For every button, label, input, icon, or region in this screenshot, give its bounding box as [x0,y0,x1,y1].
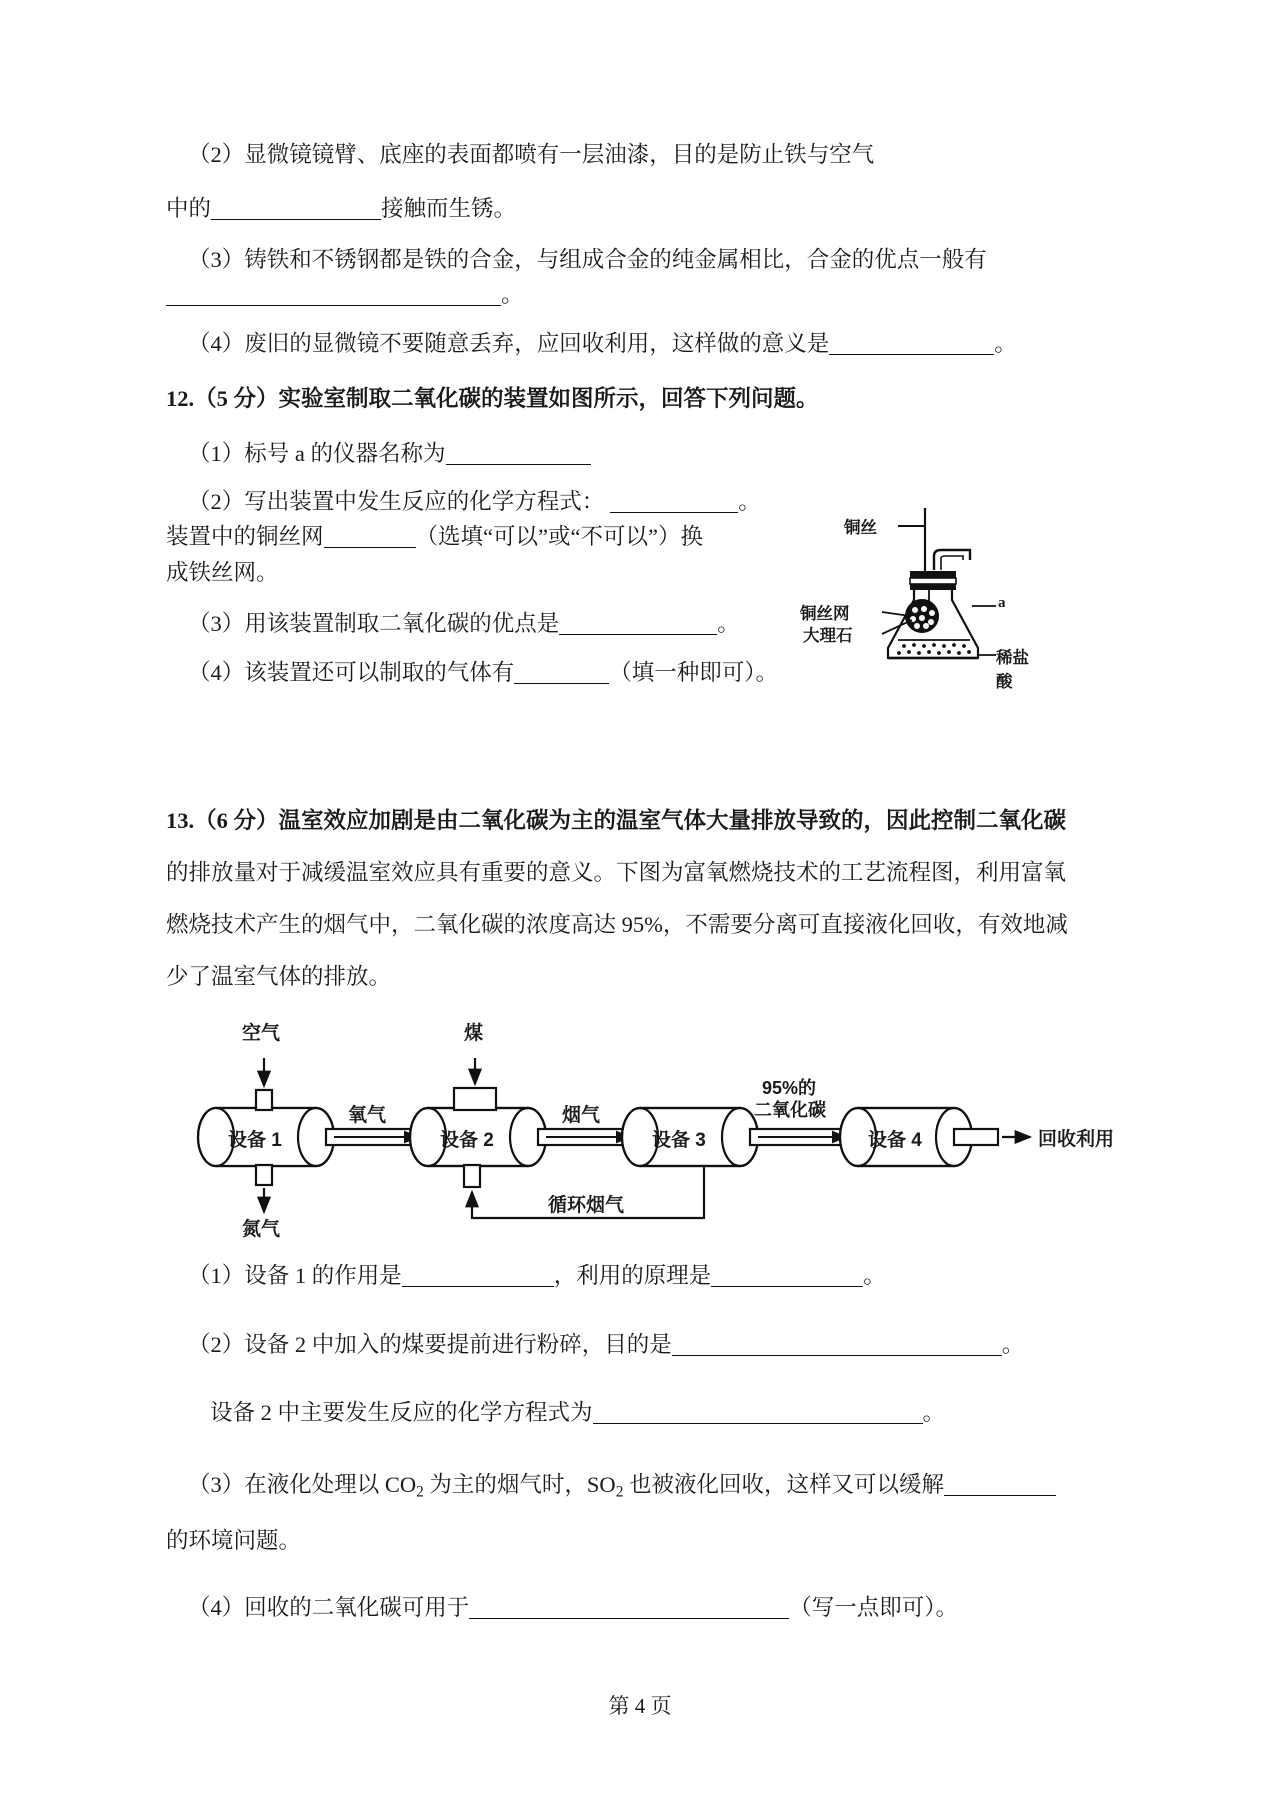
label-dilute-acid: 稀盐酸 [996,649,1029,691]
flow-stream-co2-pct: 95%的 [762,1078,817,1098]
q13-2-blank-a[interactable] [672,1335,1002,1356]
q12-3-suffix: 。 [717,611,740,636]
q13-4-suffix: （写一点即可）。 [789,1595,959,1620]
q12-2-line3-text: 成铁丝网。 [166,560,279,585]
q11-4-prefix: （4）废旧的显微镜不要随意丢弃，应回收利用，这样做的意义是 [188,331,830,356]
q11-3-line1-text: （3）铸铁和不锈钢都是铁的合金，与组成合金的纯金属相比，合金的优点一般有 [188,247,987,272]
q13-2-prefix: （2）设备 2 中加入的煤要提前进行粉碎，目的是 [188,1332,672,1357]
q13-stem-line1-text: 13.（6 分）温室效应加剧是由二氧化碳为主的温室气体大量排放导致的，因此控制二氧化碳 [166,808,1067,833]
q13-2-suffix: 。 [1001,1332,1025,1357]
q12-1 [188,436,591,468]
label-device-letter-a: a [998,595,1006,611]
q12-2-line2-suffix: （选填“可以”或“不可以”）换 [415,524,703,549]
flow-device-4-label: 设备 4 [868,1130,922,1151]
q11-2-line2 [166,191,516,223]
page-footer [0,1690,1280,1720]
q11-3-line2 [166,277,524,309]
flow-label-coal: 煤 [464,1023,484,1044]
q12-4-suffix: （填一种即可）。 [609,660,779,685]
flow-output-recycle-use: 回收利用 [1038,1129,1115,1150]
q12-2-suffix: 。 [738,489,761,514]
q13-3-line2 [166,1523,301,1555]
q11-4-blank[interactable] [829,334,994,355]
q13-stem-line3-text: 燃烧技术产生的烟气中，二氧化碳的浓度高达 95%，不需要分离可直接液化回收，有效地减 [166,912,1068,937]
q12-3 [188,606,740,638]
q12-3-prefix: （3）用该装置制取二氧化碳的优点是 [188,611,560,636]
q12-4 [188,655,778,687]
q13-stem-line4-text: 少了温室气体的排放。 [166,964,392,989]
q13-3-seg-c: 也被液化回收，这样又可以缓解 [623,1472,944,1497]
q11-2-blank[interactable] [211,199,381,220]
q12-2-prefix: （2）写出装置中发生反应的化学方程式： [188,489,605,514]
q12-2-line1 [188,484,761,516]
q13-2-line2 [210,1395,945,1427]
q12-1-blank[interactable] [446,444,591,465]
q13-3-seg-b: 为主的烟气时，SO [423,1472,616,1497]
q12-2-blank-b[interactable] [324,527,416,548]
q12-3-blank[interactable] [559,614,717,635]
q11-2-line1-text: （2）显微镜镜臂、底座的表面都喷有一层油漆，目的是防止铁与空气 [188,142,875,167]
q13-3-line1 [188,1467,1056,1501]
q11-4-suffix: 。 [994,331,1017,356]
q13-stem-line2-text: 的排放量对于减缓温室效应具有重要的意义。下图为富氧燃烧技术的工艺流程图，利用富氧 [166,860,1067,885]
q13-4 [188,1590,958,1622]
q13-2-blank-b[interactable] [593,1403,923,1424]
flow-stream-oxygen: 氧气 [348,1105,387,1126]
q12-2-line2 [166,519,703,551]
q13-3-sub-so2: 2 [615,1483,624,1501]
q13-4-blank[interactable] [469,1598,789,1619]
flow-device-3-label: 设备 3 [652,1130,706,1151]
q12-1-prefix: （1）标号 a 的仪器名称为 [188,441,446,466]
q13-2-line1 [188,1327,1024,1359]
q13-3-sub-co2: 2 [416,1483,424,1501]
q13-stem-line2 [166,855,1066,887]
q11-3-suffix: 。 [501,282,524,307]
page-number-label: 第 4 页 [608,1694,672,1718]
q12-4-prefix: （4）该装置还可以制取的气体有 [188,660,515,685]
q12-stem-text: 12.（5 分）实验室制取二氧化碳的装置如图所示，回答下列问题。 [166,386,819,411]
label-copper-mesh: 铜丝网 [800,605,850,623]
q11-4-line1 [188,326,1017,358]
q13-1-prefix: （1）设备 1 的作用是 [188,1263,402,1288]
q11-2-prefix: 中的 [166,196,212,221]
q13-1 [188,1258,886,1290]
q13-stem-line3 [166,907,1068,939]
q13-1-suffix: 。 [863,1263,886,1288]
q13-2-line2-prefix: 设备 2 中主要发生反应的化学方程式为 [210,1400,593,1425]
q13-stem-line4 [166,959,391,991]
q11-3-blank[interactable] [166,285,501,306]
q13-2-line2-suffix: 。 [922,1400,946,1425]
q13-3-seg-a: （3）在液化处理以 CO [188,1472,417,1497]
flow-stream-recycle-flue-gas: 循环烟气 [548,1195,625,1216]
flow-label-nitrogen: 氮气 [242,1219,281,1240]
q13-1-blank-a[interactable] [402,1266,554,1287]
flow-device-1-label: 设备 1 [228,1130,282,1151]
flow-stream-flue-gas: 烟气 [562,1105,601,1126]
flow-device-2-label: 设备 2 [440,1130,494,1151]
q12-2-line3 [166,555,279,587]
q11-2-suffix: 接触而生锈。 [381,196,517,221]
q12-2-blank-a[interactable] [610,492,738,513]
q13-1-middle: ，利用的原理是 [553,1263,712,1288]
flow-stream-co2: 二氧化碳 [754,1100,826,1120]
flow-label-air: 空气 [242,1023,281,1044]
q12-apparatus-figure [800,488,1032,691]
q12-4-blank[interactable] [514,663,609,684]
q13-flow-diagram [196,1022,1116,1240]
q13-3-blank[interactable] [944,1475,1056,1496]
q11-2-line1 [188,137,874,169]
q13-1-blank-b[interactable] [711,1266,863,1287]
label-copper-wire: 铜丝 [844,519,877,537]
q13-3-line2-text: 的环境问题。 [166,1528,302,1553]
q12-2-line2-prefix: 装置中的铜丝网 [166,524,324,549]
label-marble: 大理石 [803,627,853,645]
q13-4-prefix: （4）回收的二氧化碳可用于 [188,1595,470,1620]
q13-stem-line1 [166,803,1066,835]
q12-stem [166,381,819,413]
q11-3-line1 [188,242,987,274]
